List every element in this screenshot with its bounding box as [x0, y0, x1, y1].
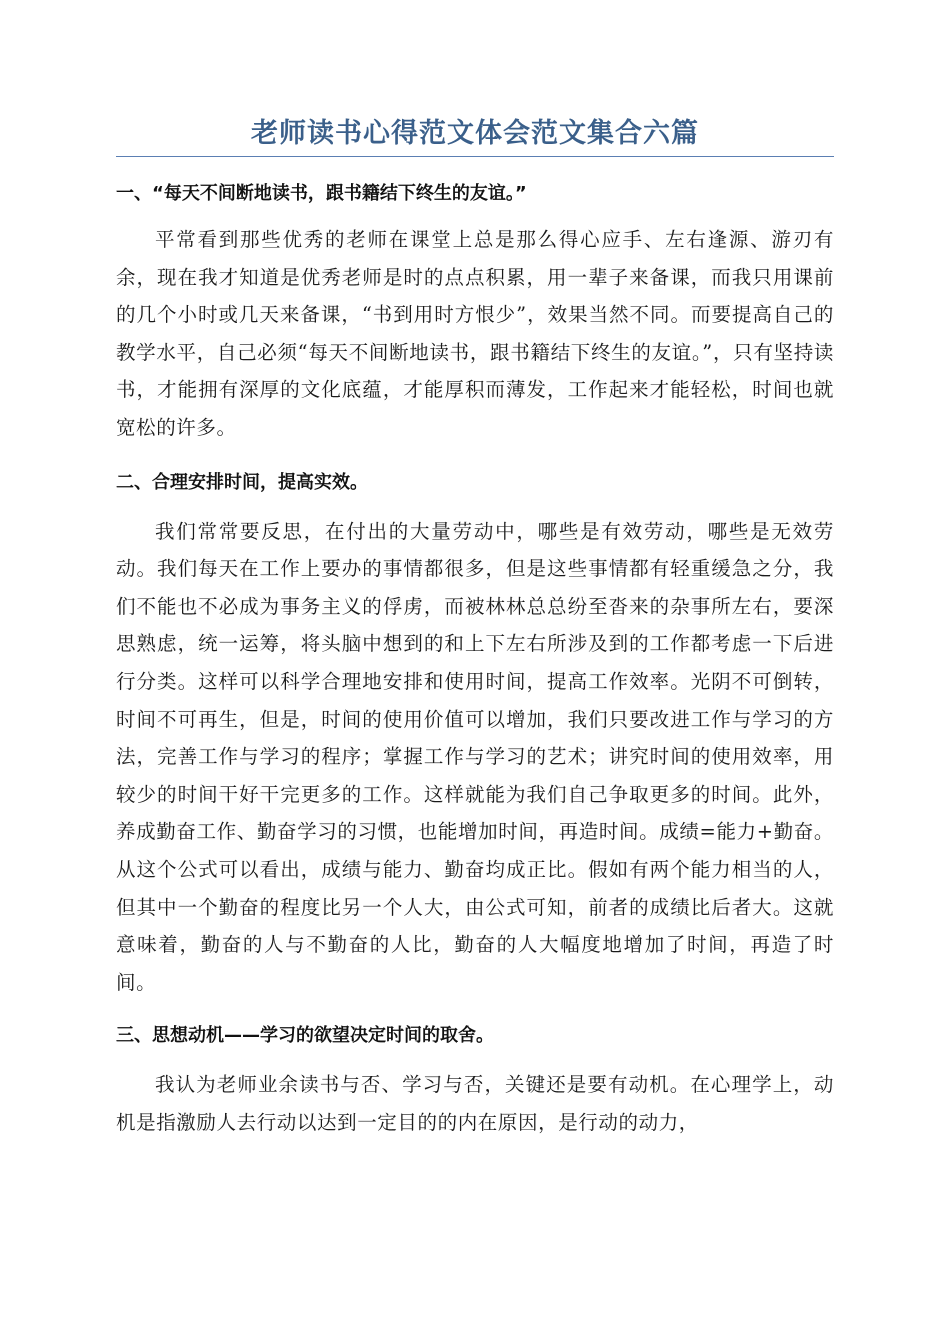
title-underline	[116, 156, 834, 157]
document-title: 老师读书心得范文体会范文集合六篇	[251, 118, 699, 149]
section-heading-3: 三、思想动机——学习的欲望决定时间的取舍。	[116, 1025, 494, 1047]
section-paragraph-1: 平常看到那些优秀的老师在课堂上总是那么得心应手、左右逢源、游刃有余，现在我才知道是优秀老师是时的点点积累，用一辈子来备课，而我只用课前的几个小时或几天来备课，“书到用时方恨少”，效果当然不同。而要提高自己的教学水平，自己必须“每天不间断地读书，跟书籍结下终生的友谊。”，只有坚持读书，才能拥有深厚的文化底蕴，才能厚积而薄发，工作起来才能轻松，时间也就宽松的许多。	[116, 228, 834, 439]
document-page	[116, 0, 834, 1141]
section-paragraph-3: 我认为老师业余读书与否、学习与否，关键还是要有动机。在心理学上，动机是指激励人去行动以达到一定目的的内在原因，是行动的动力，	[116, 1073, 834, 1134]
section-paragraph-2: 我们常常要反思，在付出的大量劳动中，哪些是有效劳动，哪些是无效劳动。我们每天在工作上要办的事情都很多，但是这些事情都有轻重缓急之分，我们不能也不必成为事务主义的俘虏，而被林林总总纷至沓来的杂事所左右，要深思熟虑，统一运筹，将头脑中想到的和上下左右所涉及到的工作都考虑一下后进行分类。这样可以科学合理地安排和使用时间，提高工作效率。光阴不可倒转，时间不可再生，但是，时间的使用价值可以增加，我们只要改进工作与学习的方法，完善工作与学习的程序；掌握工作与学习的艺术；讲究时间的使用效率，用较少的时间干好干完更多的工作。这样就能为我们自己争取更多的时间。此外，养成勤奋工作、勤奋学习的习惯，也能增加时间，再造时间。成绩=能力+勤奋。从这个公式可以看出，成绩与能力、勤奋均成正比。假如有两个能力相当的人，但其中一个勤奋的程度比另一个人大，由公式可知，前者的成绩比后者大。这就意味着，勤奋的人与不勤奋的人比，勤奋的人大幅度地增加了时间，再造了时间。	[116, 519, 834, 994]
section-heading-2: 二、合理安排时间，提高实效。	[116, 471, 368, 493]
section-heading-1: 一、“每天不间断地读书，跟书籍结下终生的友谊。”	[116, 183, 527, 204]
